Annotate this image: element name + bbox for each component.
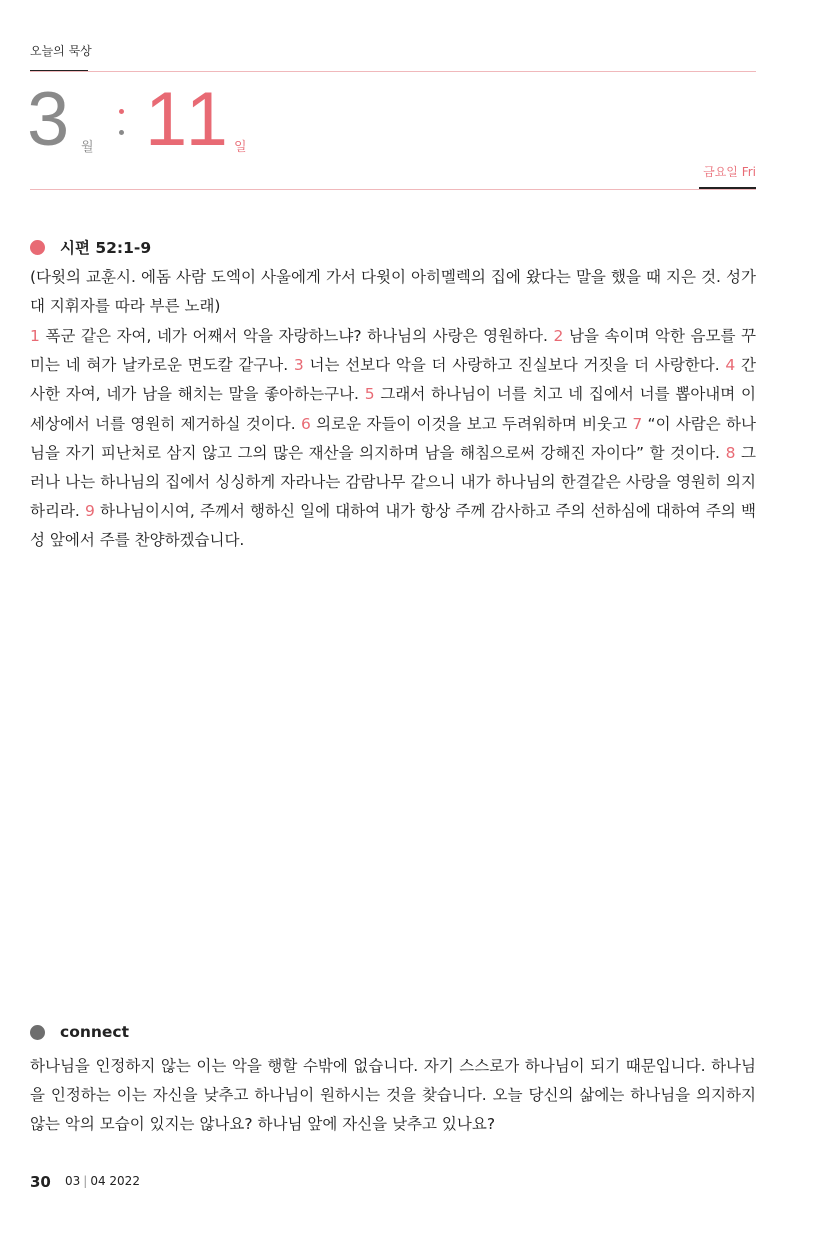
verse-text: 의로운 자들이 이것을 보고 두려워하며 비웃고 — [310, 414, 633, 433]
verse-number: 2 — [553, 327, 564, 345]
scripture-verses — [30, 322, 756, 556]
day-unit: 일 — [234, 140, 247, 155]
verse-number: 5 — [364, 385, 375, 404]
month-unit: 월 — [81, 140, 94, 155]
verse-text: 그러나 나는 하나님의 집에서 싱싱하게 자라나는 감람나무 같으니 내가 하나님의 한결같은 사랑을 영원히 의지하리라. — [30, 443, 756, 521]
verse-number: 7 — [632, 414, 643, 433]
verse-text: 그래서 하나님이 너를 치고 네 집에서 너를 뽑아내며 이 세상에서 너를 영원히 제거하실 것이다. — [30, 385, 756, 433]
scripture-reference: 시편 52:1-9 — [60, 239, 152, 257]
issue-date: 04 2022 — [90, 1174, 140, 1188]
bullet-dot-icon — [30, 240, 45, 255]
colon-dot-top — [119, 109, 124, 114]
verse-number: 8 — [725, 443, 736, 462]
verse-text: 남을 속이며 악한 음모를 꾸미는 네 혀가 날카로운 면도칼 같구나. — [30, 327, 756, 375]
issue-month: 03 — [65, 1174, 81, 1188]
connect-text: 하나님을 인정하지 않는 이는 악을 행할 수밖에 없습니다. 자기 스스로가 하나님이 되기 때문입니다. 하나님을 인정하는 이는 자신을 낮추고 하나님이 원하시는 것을 찾습니다. 오늘 당신의 삶에는 하나님을 의지하지 않는 악의 모습이 있지는 않나요? 하나님 앞에 자신을 낮추고 있나요? — [30, 1057, 756, 1134]
verse-text: 너는 선보다 악을 더 사랑하고 진실보다 거짓을 더 사랑한다. — [303, 356, 726, 375]
scripture-intro: (다윗의 교훈시. 에돔 사람 도엑이 사울에게 가서 다윗이 아히멜렉의 집에 왔다는 말을 했을 때 지은 것. 성가대 지휘자를 따라 부른 노래) — [30, 268, 756, 316]
date-divider — [30, 189, 756, 190]
header-divider — [30, 71, 756, 72]
verse-number: 6 — [300, 414, 311, 433]
verse-number: 1 — [30, 327, 40, 345]
issue-label — [65, 1174, 140, 1188]
day-number: 11 — [145, 77, 232, 162]
verse-text: 간사한 자여, 네가 남을 해치는 말을 좋아하는구나. — [30, 356, 756, 404]
connect-header — [30, 1023, 129, 1041]
verse-text: 하나님이시여, 주께서 행하신 일에 대하여 내가 항상 주께 감사하고 주의 선하심에 대하여 주의 백성 앞에서 주를 찬양하겠습니다. — [30, 502, 756, 550]
verse-number: 4 — [725, 356, 736, 375]
page-number: 30 — [30, 1173, 51, 1191]
colon-dot-bottom — [119, 130, 124, 135]
scripture-header — [30, 236, 151, 258]
verse-number: 3 — [293, 356, 304, 375]
month-number: 3 — [27, 77, 70, 162]
connect-title: connect — [60, 1023, 130, 1041]
issue-separator: | — [83, 1174, 88, 1188]
verse-text: 폭군 같은 자여, 네가 어째서 악을 자랑하느냐? 하나님의 사랑은 영원하다. — [39, 327, 554, 345]
verse-text: “이 사람은 하나님을 자기 피난처로 삼지 않고 그의 많은 재산을 의지하며 남을 해침으로써 강해진 자이다” 할 것이다. — [30, 414, 756, 462]
verse-number: 9 — [85, 502, 95, 521]
bullet-dot-icon — [30, 1025, 45, 1040]
weekday-label: 금요일 Fri — [703, 165, 756, 179]
section-label: 오늘의 묵상 — [30, 44, 92, 58]
